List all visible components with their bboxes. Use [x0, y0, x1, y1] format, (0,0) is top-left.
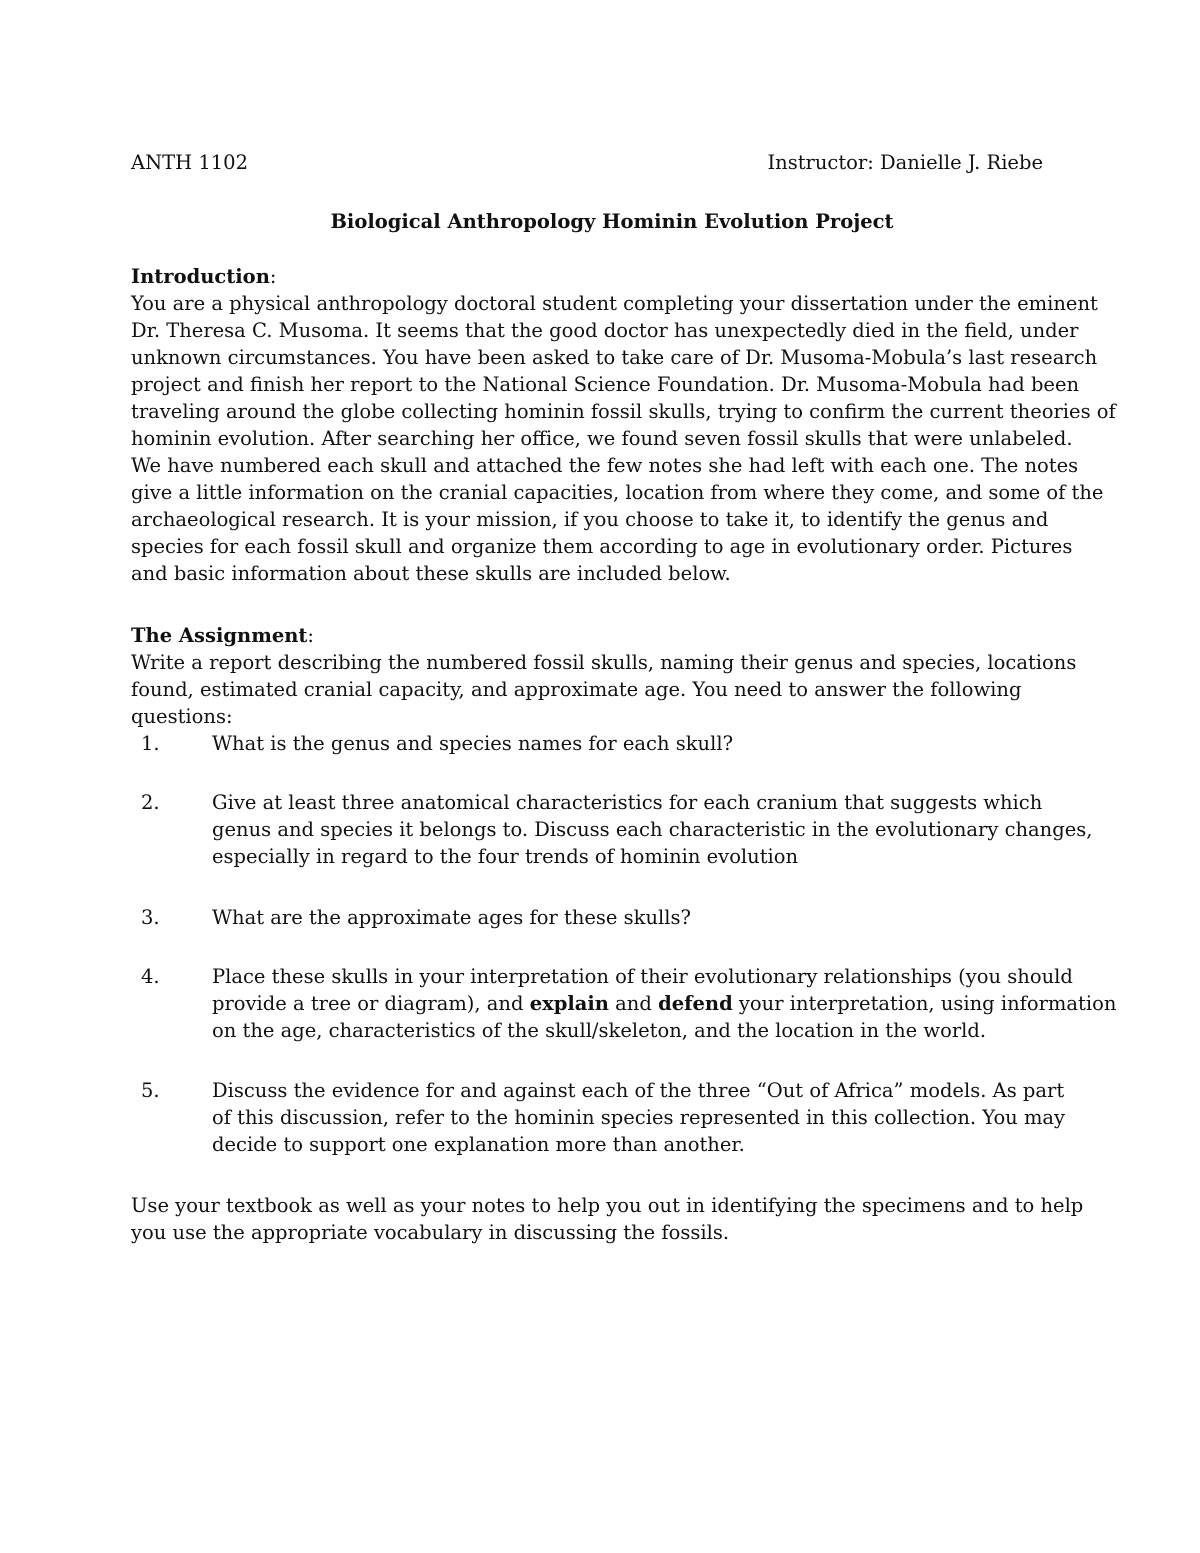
introduction-line: Dr. Theresa C. Musoma. It seems that the good doctor has unexpectedly died in the field, under	[131, 319, 1079, 342]
introduction-line: traveling around the globe collecting hominin fossil skulls, trying to confirm the current theories of	[131, 400, 1116, 423]
question-line: on the age, characteristics of the skull/skeleton, and the location in the world.	[212, 1019, 987, 1042]
question-number: 2.	[141, 791, 160, 814]
question-text	[212, 730, 733, 757]
question-line: especially in regard to the four trends of hominin evolution	[212, 845, 799, 868]
introduction-line: and basic information about these skulls are included below.	[131, 562, 731, 585]
question-text	[212, 904, 691, 931]
introduction-line: give a little information on the cranial capacities, location from where they come, and some of the	[131, 481, 1104, 504]
question-number: 1.	[141, 732, 160, 755]
question-line	[212, 990, 1116, 1017]
introduction-paragraph	[131, 290, 1116, 587]
assignment-paragraph	[131, 649, 1081, 730]
question-text	[212, 963, 1116, 1044]
question-text-segment: and	[608, 992, 659, 1015]
assignment-line: found, estimated cranial capacity, and approximate age. You need to answer the following	[131, 678, 1022, 701]
introduction-line: hominin evolution. After searching her office, we found seven fossil skulls that were unlabeled.	[131, 427, 1073, 450]
instructor-name: Instructor: Danielle J. Riebe	[767, 151, 1043, 174]
introduction-heading	[131, 263, 276, 290]
introduction-line: species for each fossil skull and organize them according to age in evolutionary order. Pictures	[131, 535, 1073, 558]
question-line: Discuss the evidence for and against each of the three “Out of Africa” models. As part	[212, 1079, 1065, 1102]
question-line: Give at least three anatomical characteristics for each cranium that suggests which	[212, 791, 1043, 814]
closing-line: Use your textbook as well as your notes to help you out in identifying the specimens and to help	[131, 1194, 1084, 1217]
introduction-line: unknown circumstances. You have been asked to take care of Dr. Musoma-Mobula’s last research	[131, 346, 1098, 369]
question-line: decide to support one explanation more than another.	[212, 1133, 745, 1156]
document-title: Biological Anthropology Hominin Evolution Project	[330, 210, 894, 233]
closing-paragraph	[131, 1192, 1084, 1246]
introduction-heading-label: Introduction	[131, 265, 270, 288]
introduction-line: You are a physical anthropology doctoral student completing your dissertation under the eminent	[131, 292, 1098, 315]
emphasis-defend: defend	[658, 992, 733, 1015]
question-line: What are the approximate ages for these skulls?	[212, 906, 691, 929]
introduction-heading-colon: :	[269, 265, 277, 288]
introduction-line: archaeological research. It is your mission, if you choose to take it, to identify the genus and	[131, 508, 1049, 531]
assignment-heading	[131, 622, 314, 649]
emphasis-explain: explain	[529, 992, 609, 1015]
question-text-segment: your interpretation, using information	[732, 992, 1117, 1015]
question-number: 3.	[141, 906, 160, 929]
question-text	[212, 1077, 1065, 1158]
assignment-line: Write a report describing the numbered fossil skulls, naming their genus and species, locations	[131, 651, 1077, 674]
question-line: of this discussion, refer to the hominin species represented in this collection. You may	[212, 1106, 1066, 1129]
question-line: Place these skulls in your interpretation of their evolutionary relationships (you should	[212, 965, 1073, 988]
introduction-line: We have numbered each skull and attached the few notes she had left with each one. The notes	[131, 454, 1079, 477]
assignment-heading-label: The Assignment	[131, 624, 308, 647]
assignment-line: questions:	[131, 705, 233, 728]
question-number: 5.	[141, 1079, 160, 1102]
document-header	[131, 148, 1043, 178]
question-text	[212, 789, 1092, 870]
question-line: genus and species it belongs to. Discuss each characteristic in the evolutionary changes,	[212, 818, 1093, 841]
question-line: What is the genus and species names for each skull?	[212, 732, 734, 755]
assignment-heading-colon: :	[307, 624, 314, 647]
closing-line: you use the appropriate vocabulary in discussing the fossils.	[131, 1221, 730, 1244]
course-code: ANTH 1102	[131, 151, 248, 174]
question-number: 4.	[141, 965, 160, 988]
question-text-segment: provide a tree or diagram), and	[212, 992, 530, 1015]
introduction-line: project and finish her report to the National Science Foundation. Dr. Musoma-Mobula had been	[131, 373, 1080, 396]
